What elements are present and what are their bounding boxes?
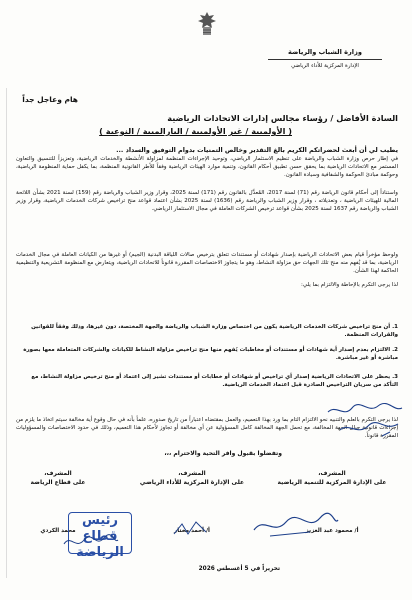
handwritten-signature-icon: [60, 530, 120, 552]
signature-role: المشرف،: [318, 470, 346, 477]
urgent-label: هام وعاجل جداً: [22, 95, 78, 104]
handwritten-signature-icon: [250, 508, 340, 540]
item-number: 3.: [392, 374, 398, 380]
body-paragraph-2: واستناداً إلى أحكام قانون الرياضة رقم (71) لسنة 2017، المُعدَّل بالقانون رقم (171) لسنة 2025، وقرار وزير الشباب والرياضة رقم (159) لسنة 2021 بشأن اللائحة المالية للهيئات الرياضية ، وتعديلاته ، وقرار وزير الشباب والرياضة رقم (1636) لسنة 2025 بشأن اعتماد قواعد منح تراخيص شركات الخدمات الرياضية، وقرار وزير الشباب والرياضة رقم 1637 لسنة 2025 بشأن قواعد ترخيص الشركات العاملة في مجال الاستثمار الرياضي.: [16, 190, 399, 213]
signatory-name: أ/ أحمد مختار: [174, 528, 210, 534]
item-number: 2.: [392, 347, 398, 353]
salutation: السادة الأفاضل / رؤساء مجالس إدارات الاتحادات الرياضية: [167, 113, 398, 123]
lead-in-text: لذا يرجى التكرم بالإحاطة والالتزام بما يلي:: [300, 282, 398, 288]
stamp-text: رئيس قطاع الرياضة: [76, 513, 124, 560]
instruction-item-2: [16, 346, 398, 362]
greeting: يطيب لي أن أبعث لحضراتكم الكريم بالغ التقدير وخالص التمنيات بدوام التوفيق والسداد ...: [116, 146, 398, 154]
signatory-name: أ/ محمود عبد العزيز: [305, 528, 359, 534]
signature-title: على الإدارة المركزية للأداء الرياضي: [139, 478, 245, 486]
handwritten-note-icon: [322, 400, 406, 444]
item-text: يحظر على الاتحادات الرياضية إصدار أي تراخيص أو شهادات أو خطابات أو مستندات تشير إلى اعتماد أو منح ترخيص مزاولة النشاط، مع التأكد من سريان التراخيص الصادرة قبل اعتماد الخدمات الرياضية.: [31, 374, 398, 389]
federations-subtitle: ( الأولمبية / غير الأولمبية / البارالمبية / النوعية ): [99, 126, 292, 136]
regards-line: وتفضلوا بقبول وافر التحية والاحترام ،،،: [164, 450, 282, 457]
issue-date: تحريراً في 5 أغسطس 2026: [198, 566, 280, 572]
page-edge-shadow: [6, 88, 7, 578]
letterhead-divider: [268, 59, 382, 60]
letterhead: [250, 48, 400, 71]
ministry-name: وزارة الشباب والرياضة: [288, 48, 362, 56]
body-paragraph-1: في إطار حرص وزارة الشباب والرياضة على تنظيم الاستثمار الرياضي، وتوحيد الإجراءات المنظمة لمزاولة الأنشطة والخدمات الرياضية، وتعزيزاً للتنسيق والتعاون المستمر مع الاتحادات الرياضية بما يحقق حسن تطبيق أحكام القانون، وتنمية موارد الهيئات الرياضية وفقاً للأطر القانونية المنظمة، بما يكفل حماية المنظومة الرياضية، وحوكمة مبادئ الحوكمة والشفافية وسيادة القانون.: [16, 156, 398, 179]
handwritten-signature-icon: [170, 518, 210, 540]
instructions-lead: [16, 281, 398, 289]
signature-title: على قطاع الرياضة: [30, 478, 86, 486]
signature-title: على الإدارة المركزية للتنمية الرياضية: [277, 478, 387, 486]
closing-paragraph: لذا يرجى التكرم بالعلم والتنبيه نحو الالتزام التام بما ورد بهذا التعميم، والعمل بمقتضاه اعتباراً من تاريخ صدوره، علماً بأنه في حال وقوع أية مخالفة سيتم اتخاذ ما يلزم من إجراءات قانونية حيال الجهة المخالفة، مع تحمل الجهة المخالفة كامل المسؤولية عن أي مخالفة أو تجاوز لأحكام هذا التعميم، وذلك في حدود الاختصاصات والمسؤوليات المقررة قانوناً.: [16, 417, 398, 440]
item-number: 1.: [392, 324, 398, 330]
signature-role: المشرف،: [44, 470, 72, 477]
instruction-item-1: [16, 323, 398, 339]
department-name: الإدارة المركزية للأداء الرياضي: [291, 63, 359, 69]
body-paragraph-3: ولوحظ مؤخراً قيام بعض الاتحادات الرياضية بإصدار شهادات أو مستندات تتعلق بترخيص صالات اللياقة البدنية (الجيم) أو غيرها من الكيانات العاملة في مجال الخدمات الرياضية، بما قد يُفهم منه منح تلك الجهات حق مزاولة النشاط، وهو ما يتجاوز الاختصاصات المقررة قانوناً للاتحادات الرياضية، ويتعارض مع المنظومة التشريعية والتنظيمية الحاكمة لهذا الشأن.: [16, 252, 398, 275]
item-text: الالتزام بعدم إصدار أية شهادات أو مستندات أو مخاطبات يُفهم منها منح تراخيص مزاولة النشاط للكيانات والشركات المتعاملة معها بصورة مباشرة أو غير مباشرة.: [23, 347, 398, 362]
signature-role: المشرف،: [178, 470, 206, 477]
signatory-name: محمد الكردي: [40, 528, 76, 534]
egypt-eagle-emblem-icon: [195, 10, 219, 38]
instruction-item-3: [16, 373, 398, 389]
item-text: أن منح تراخيص شركات الخدمات الرياضية يكون من اختصاص وزارة الشباب والرياضة والجهة المختصة، دون غيرها، وذلك وفقاً للقوانين والقرارات المنظمة.: [31, 324, 398, 339]
